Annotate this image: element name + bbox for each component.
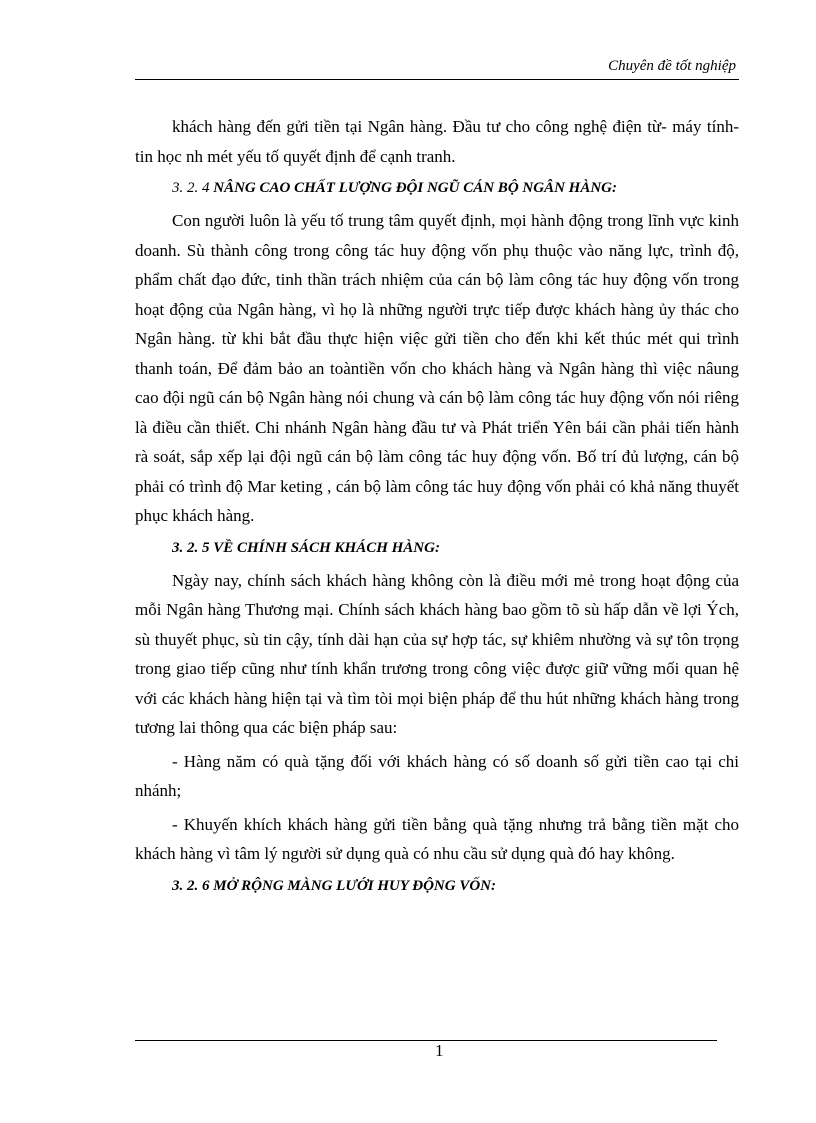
intro-paragraph: khách hàng đến gửi tiền tại Ngân hàng. Đầu tư cho công nghệ điện từ- máy tính- tin học nh mét yếu tố quyết định để cạnh tranh. <box>135 117 739 166</box>
running-header-title: Chuyên đề tốt nghiệp <box>608 58 736 74</box>
paragraph-3-2-4: Con người luôn là yếu tố trung tâm quyết định, mọi hành động trong lĩnh vực kinh doanh. Sù thành công trong công tác huy động vốn phụ thuộc vào năng lực, trình độ, phẩm chất đạo đức, tinh thần trách nhiệm của cán bộ làm công tác huy động vốn trong hoạt động của Ngân hàng, vì họ là những người trực tiếp được khách hàng ủy thác cho Ngân hàng. từ khi bắt đầu thực hiện việc gửi tiền cho đến khi kết thúc mét qui trình thanh toán, Để đảm bảo an toàntiền vốn cho khách hàng và Ngân hàng thì việc nâung cao đội ngũ cán bộ Ngân hàng nói chung và cán bộ làm công tác huy động vốn nói riêng là điều cần thiết. Chi nhánh Ngân hàng đầu tư và Phát triển Yên bái cần phải tiến hành rà soát, sắp xếp lại đội ngũ cán bộ làm công tác huy động vốn. Bố trí đủ lượng, cán bộ phải có trình độ Mar keting , cán bộ làm công tác huy động vốn phải có khả năng thuyết phục khách hàng. <box>135 211 739 525</box>
heading-3-2-5: 3. 2. 5 VỀ CHÍNH SÁCH KHÁCH HÀNG: <box>172 539 440 556</box>
header-rule <box>135 79 739 80</box>
heading-3-2-4-title: NÂNG CAO CHẤT LƯỢNG ĐỘI NGŨ CÁN BỘ NGÂN HÀNG: <box>213 180 617 196</box>
page-number: 1 <box>435 1041 444 1060</box>
document-body <box>135 112 739 904</box>
bullet-item-1: - Hàng năm có quà tặng đối với khách hàng có số doanh số gửi tiền cao tại chi nhánh; <box>135 751 739 800</box>
bullet-item-2: - Khuyến khích khách hàng gửi tiền bằng quà tặng nhưng trả bằng tiền mặt cho khách hàng vì tâm lý người sử dụng quà có nhu cầu sử dụng quà đó hay không. <box>135 814 739 863</box>
paragraph-3-2-5: Ngày nay, chính sách khách hàng không còn là điều mới mẻ trong hoạt động của mỗi Ngân hàng Thương mại. Chính sách khách hàng bao gồm tõ sù hấp dẫn về lợi Ých, sù thuyết phục, sù tin cậy, tính dài hạn của sự hợp tác, sự khiêm nhường và sự tôn trọng trong giao tiếp cũng như tính khẩn trương trong công việc được giữ vững mối quan hệ với các khách hàng hiện tại và tìm tòi mọi biện pháp để thu hút những khách hàng trong tương lai thông qua các biện pháp sau: <box>135 570 739 737</box>
heading-3-2-6: 3. 2. 6 MỞ RỘNG MÀNG LƯỚI HUY ĐỘNG VỐN: <box>172 877 496 894</box>
heading-3-2-4 <box>135 175 739 201</box>
heading-3-2-4-number: 3. 2. 4 <box>172 180 210 196</box>
footer-rule <box>135 1040 717 1041</box>
